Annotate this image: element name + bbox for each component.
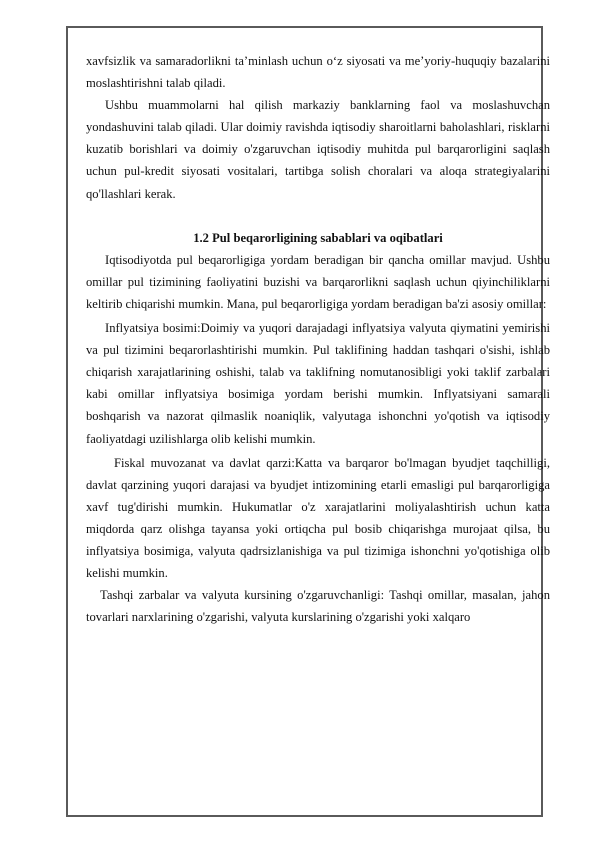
document-body [86,50,550,628]
paragraph-central-banks: Ushbu muammolarni hal qilish markaziy banklarning faol va moslashuvchan yondashuvini talab qiladi. Ular doimiy ravishda iqtisodiy sharoitlarni baholashlari, risklarni kuzatib borishlari va doimiy o'zgaruvchan iqtisodiy muhitda pul barqarorligini saqlash uchun pul-kredit siyosati vositalari, tartibga solish choralari va aloqa strategiyalarini qo'llashlari kerak. [86,98,550,201]
section-heading: 1.2 Pul beqarorligining sabablari va oqibatlari [193,230,443,245]
paragraph-factors-intro: Iqtisodiyotda pul beqarorligiga yordam beradigan bir qancha omillar mavjud. Ushbu omillar pul tizimining faoliyatini buzishi va barqarorlikni saqlash uchun qiyinchiliklarni keltirib chiqarishi mumkin. Mana, pul beqarorligiga yordam beradigan ba'zi asosiy omillar: [86,252,550,311]
paragraph-continuation: xavfsizlik va samaradorlikni ta’minlash uchun o‘z siyosati va me’yoriy-huquqiy bazalarini moslashtirishni talab qiladi. [86,54,550,91]
paragraph-external-shocks: Tashqi zarbalar va valyuta kursining o'zgaruvchanligi: Tashqi omillar, masalan, jahon tovarlari narxlarining o'zgarishi, valyuta kurslarining o'zgarishi yoki xalqaro [86,588,550,625]
paragraph-fiscal-balance: Fiskal muvozanat va davlat qarzi:Katta va barqaror bo'lmagan byudjet taqchilligi, davlat qarzining yuqori darajasi va byudjet intizomining etarli emasligi pul barqarorligiga xavf tug'dirishi mumkin. Hukumatlar o'z xarajatlarini moliyalashtirish uchun katta miqdorda qarz olishga tayansa yoki ortiqcha pul bosib chiqarishga murojaat qilsa, bu inflyatsiya bosimiga, valyuta qadrsizlanishiga va pul tizimiga ishonchni yo'qotishiga olib kelishi mumkin. [86,455,550,581]
paragraph-inflation-pressure: Inflyatsiya bosimi:Doimiy va yuqori darajadagi inflyatsiya valyuta qiymatini yemirishi va pul tizimini beqarorlashtirishi mumkin. Pul taklifining haddan tashqari o'sishi, ishlab chiqarish xarajatlarining oshishi, talab va taklifning nomutanosibligi yoki taklif zarbalari kabi omillar inflyatsiya bosimiga yordam berishi mumkin. Inflyatsiyani samarali boshqarish va nazorat qilmaslik noaniqlik, valyutaga ishonchni yo'qotish va iqtisodiy faoliyatdagi uzilishlarga olib kelishi mumkin. [86,321,550,446]
